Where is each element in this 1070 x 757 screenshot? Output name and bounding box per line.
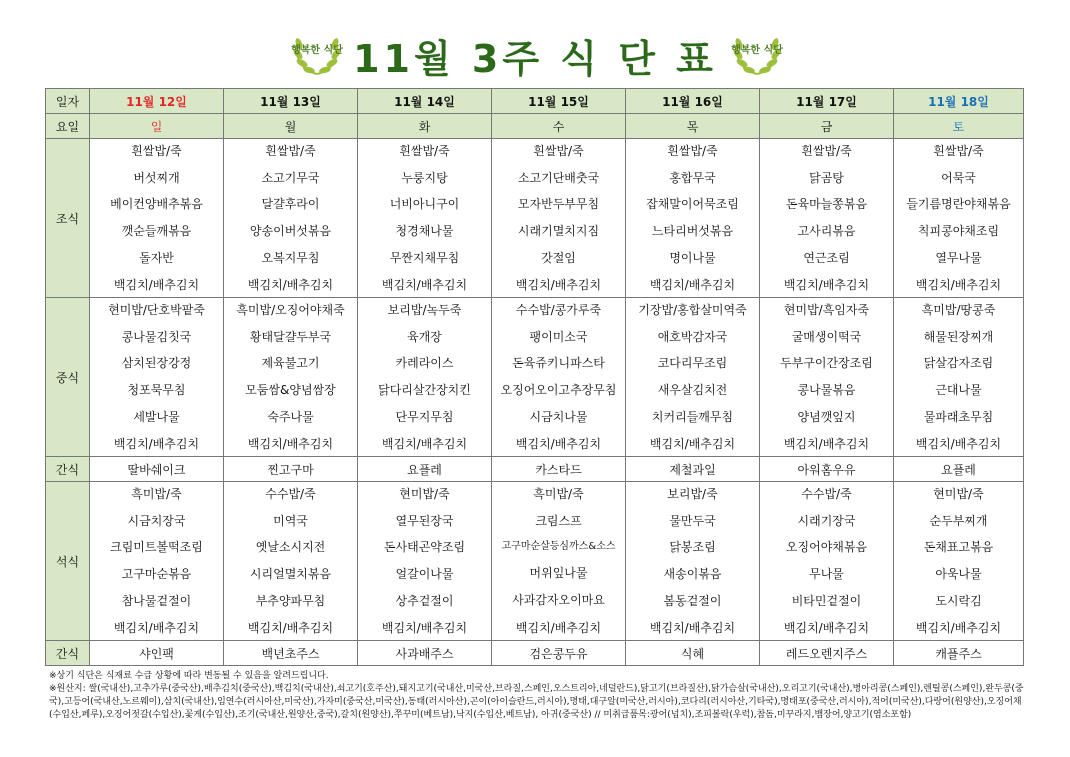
- weekday-cell: 수: [492, 114, 626, 139]
- menu-item: 제육불고기: [261, 356, 320, 371]
- menu-item: 카레라이스: [395, 356, 454, 371]
- menu-items: [626, 141, 759, 295]
- menu-items: [626, 484, 759, 638]
- menu-items: [224, 300, 357, 454]
- menu-items: [492, 484, 625, 638]
- menu-item: 고구마순살등심까스&소스: [501, 541, 616, 553]
- menu-item: 돈육마늘쫑볶음: [785, 197, 868, 212]
- menu-item: 양념깻잎지: [797, 409, 856, 424]
- snack1-cell: 요플레: [894, 457, 1024, 482]
- menu-item: 백김치/배추김치: [915, 436, 1002, 451]
- breakfast-cell: [492, 139, 626, 298]
- breakfast-cell: [224, 139, 358, 298]
- menu-item: 현미밥/죽: [933, 487, 984, 501]
- page-title: 11월 3주 식 단 표: [353, 37, 717, 81]
- menu-item: 청경채나물: [395, 224, 454, 239]
- menu-item: 아욱나물: [935, 567, 982, 582]
- menu-item: 단무지무침: [395, 409, 454, 424]
- menu-item: 백김치/배추김치: [515, 620, 602, 635]
- date-cell: 11월 14일: [358, 89, 492, 114]
- menu-item: 백김치/배추김치: [381, 620, 468, 635]
- menu-item: 흑미밥/땅콩죽: [921, 303, 996, 317]
- menu-item: 수수밥/죽: [265, 487, 316, 501]
- snack2-cell: 식혜: [626, 641, 760, 666]
- menu-item: 백김치/배추김치: [649, 436, 736, 451]
- menu-item: 흰쌀밥/죽: [131, 144, 182, 158]
- snack1-cell: 제철과일: [626, 457, 760, 482]
- breakfast-cell: [90, 139, 224, 298]
- menu-item: 돈채표고볶음: [923, 540, 994, 555]
- menu-item: 느타리버섯볶음: [651, 224, 734, 239]
- menu-item: 백김치/배추김치: [113, 436, 200, 451]
- menu-item: 돈육쥬키니파스타: [512, 356, 605, 371]
- menu-item: 어묵국: [941, 170, 976, 185]
- menu-item: 칙피콩야채조림: [917, 224, 1000, 239]
- menu-item: 두부구이간장조림: [780, 356, 873, 371]
- breakfast-label: 조식: [46, 139, 90, 298]
- snack2-cell: 캐플주스: [894, 641, 1024, 666]
- menu-item: 수수밥/죽: [801, 487, 852, 501]
- menu-item: 근대나물: [935, 383, 982, 398]
- menu-item: 고사리볶음: [797, 224, 856, 239]
- menu-item: 숙주나물: [267, 409, 314, 424]
- menu-item: 백김치/배추김치: [247, 436, 334, 451]
- menu-item: 크림스프: [535, 514, 582, 529]
- menu-item: 흰쌀밥/죽: [667, 144, 718, 158]
- snack1-cell: 카스타드: [492, 457, 626, 482]
- menu-item: 얼갈이나물: [395, 567, 454, 582]
- notes: [49, 670, 1029, 722]
- menu-item: 참나물겉절이: [121, 593, 192, 608]
- weekday-row: [46, 114, 1024, 139]
- snack2-cell: 레드오렌지주스: [760, 641, 894, 666]
- menu-item: 돌자반: [139, 250, 174, 265]
- menu-item: 백김치/배추김치: [783, 620, 870, 635]
- menu-item: 소고기단배춧국: [517, 170, 600, 185]
- menu-item: 돈사태곤약조림: [383, 540, 466, 555]
- menu-item: 현미밥/흑임자죽: [783, 303, 870, 317]
- menu-item: 잡채말이어묵조림: [646, 197, 739, 212]
- menu-item: 닭곰탕: [809, 170, 844, 185]
- dinner-cell: [760, 482, 894, 641]
- menu-item: 수수밥/콩가루죽: [515, 303, 602, 317]
- logo-right: [728, 22, 786, 80]
- dinner-cell: [224, 482, 358, 641]
- dinner-cell: [894, 482, 1024, 641]
- menu-item: 백김치/배추김치: [649, 277, 736, 292]
- dinner-cell: [358, 482, 492, 641]
- menu-item: 삼치된장강정: [121, 356, 192, 371]
- menu-item: 오징어야채볶음: [785, 540, 868, 555]
- weekday-cell: 월: [224, 114, 358, 139]
- breakfast-row: [46, 139, 1024, 298]
- menu-item: 소고기무국: [261, 170, 320, 185]
- menu-item: 콩나물김칫국: [121, 329, 192, 344]
- snack1-cell: 딸바쉐이크: [90, 457, 224, 482]
- menu-item: 모자반두부무침: [517, 197, 600, 212]
- note-line: ※상기 식단은 식재료 수급 상황에 따라 변동될 수 있음을 알려드립니다.: [49, 671, 329, 681]
- menu-item: 새송이볶음: [663, 567, 722, 582]
- lunch-row: [46, 298, 1024, 457]
- menu-item: 시금치나물: [529, 409, 588, 424]
- menu-item: 모둠쌈&양념쌈장: [245, 383, 336, 398]
- menu-item: 흑미밥/죽: [131, 487, 182, 501]
- menu-item: 시금치장국: [127, 513, 186, 528]
- menu-item: 물만두국: [669, 513, 716, 528]
- menu-item: 백김치/배추김치: [247, 277, 334, 292]
- menu-items: [894, 300, 1023, 454]
- menu-item: 보리밥/죽: [667, 487, 718, 501]
- dinner-cell: [492, 482, 626, 641]
- menu-item: 고구마순볶음: [121, 567, 192, 582]
- weekday-cell: 금: [760, 114, 894, 139]
- menu-item: 열무된장국: [395, 513, 454, 528]
- menu-item: 백김치/배추김치: [783, 277, 870, 292]
- menu-item: 연근조림: [803, 250, 850, 265]
- weekday-cell: 목: [626, 114, 760, 139]
- dinner-cell: [90, 482, 224, 641]
- menu-item: 백김치/배추김치: [515, 436, 602, 451]
- menu-table: [45, 88, 1024, 666]
- note-line: ※원산지: 쌀(국내산),고추가루(중국산),배추김치(중국산),백김치(국내산),쇠고기(호주산),돼지고기(국내산,미국산,브라질,스페인,오스트리아,네덜란드),닭고기(브라질산),닭가슴살(국내산),오리고기(국내산),병아리콩(스페인),렌틸콩(스페인),완두콩(중국),고등어(국내산,노르웨이),삼치(국내산),임연수(러시아산,미국산),가자미(중국산,미국산),동태(러시아산),곤이(아이슬란드,러시아),명태,대구알(미국산,러시아),코다리(러시아산,기타국),명태포(중국산,러시아),적어(미국산),다랑어(원양산),오징어채(수입산,페루),오징어젓갈(수입산),꽃게(수입산),조기(국내산,원양산,중국),갈치(원양산),쭈꾸미(베트남),낙지(수입산,베트남), 아귀(중국산) // 미취급품목:광어(넙치),조피볼락(우럭),참돔,미꾸라지,뱀장어,양고기(염소포함): [49, 684, 1024, 720]
- date-row: [46, 89, 1024, 114]
- menu-item: 머위잎나물: [529, 566, 588, 581]
- weekday-label: 요일: [46, 114, 90, 139]
- snack2-cell: 샤인팩: [90, 641, 224, 666]
- lunch-cell: [760, 298, 894, 457]
- menu-items: [224, 141, 357, 295]
- lunch-label: 중식: [46, 298, 90, 457]
- menu-item: 새우살김치전: [657, 383, 728, 398]
- menu-item: 청포묵무침: [127, 383, 186, 398]
- menu-item: 백김치/배추김치: [113, 277, 200, 292]
- menu-items: [492, 300, 625, 454]
- header: [0, 0, 1070, 88]
- menu-items: [358, 484, 491, 638]
- date-cell: 11월 15일: [492, 89, 626, 114]
- snack2-cell: 검은콩두유: [492, 641, 626, 666]
- menu-item: 현미밥/단호박팥죽: [108, 303, 205, 317]
- menu-item: 황태달걀두부국: [249, 329, 332, 344]
- menu-item: 시리얼멸치볶음: [249, 567, 332, 582]
- menu-item: 양송이버섯볶음: [249, 224, 332, 239]
- menu-item: 순두부찌개: [929, 513, 988, 528]
- menu-items: [894, 484, 1023, 638]
- lunch-cell: [358, 298, 492, 457]
- menu-item: 미역국: [273, 513, 308, 528]
- menu-items: [760, 141, 893, 295]
- menu-item: 누룽지탕: [401, 170, 448, 185]
- menu-item: 달걀후라이: [261, 197, 320, 212]
- snack1-cell: 요플레: [358, 457, 492, 482]
- snack1-label: 간식: [46, 457, 90, 482]
- weekday-cell: 일: [90, 114, 224, 139]
- menu-item: 갓절임: [541, 250, 576, 265]
- menu-item: 보리밥/녹두죽: [387, 303, 462, 317]
- weekday-cell: 화: [358, 114, 492, 139]
- date-cell: 11월 12일: [90, 89, 224, 114]
- menu-item: 흑미밥/죽: [533, 487, 584, 501]
- menu-item: 버섯찌개: [133, 170, 180, 185]
- menu-item: 무짠지채무침: [389, 250, 460, 265]
- menu-items: [90, 300, 223, 454]
- menu-item: 육개장: [407, 329, 442, 344]
- lunch-cell: [224, 298, 358, 457]
- weekday-cell: 토: [894, 114, 1024, 139]
- date-label: 일자: [46, 89, 90, 114]
- menu-item: 상추겉절이: [395, 593, 454, 608]
- menu-item: 백김치/배추김치: [783, 436, 870, 451]
- menu-item: 백김치/배추김치: [381, 436, 468, 451]
- snack2-cell: 사과배주스: [358, 641, 492, 666]
- logo-text: 행복한 식단: [291, 44, 343, 56]
- logo-text: 행복한 식단: [731, 44, 783, 56]
- menu-item: 너비아니구이: [389, 197, 460, 212]
- menu-item: 기장밥/홍합살미역죽: [638, 303, 747, 317]
- dinner-row: [46, 482, 1024, 641]
- menu-item: 애호박감자국: [657, 329, 728, 344]
- menu-item: 백김치/배추김치: [113, 620, 200, 635]
- menu-item: 열무나물: [935, 250, 982, 265]
- breakfast-cell: [894, 139, 1024, 298]
- menu-item: 흰쌀밥/죽: [533, 144, 584, 158]
- snack2-cell: 백년초주스: [224, 641, 358, 666]
- menu-item: 크림미트볼떡조림: [110, 540, 203, 555]
- menu-item: 명이나물: [669, 250, 716, 265]
- menu-item: 흰쌀밥/죽: [265, 144, 316, 158]
- menu-item: 오복지무침: [261, 250, 320, 265]
- menu-item: 세발나물: [133, 409, 180, 424]
- lunch-cell: [626, 298, 760, 457]
- menu-items: [760, 484, 893, 638]
- snack2-label: 간식: [46, 641, 90, 666]
- menu-item: 시래기장국: [797, 513, 856, 528]
- menu-item: 백김치/배추김치: [381, 277, 468, 292]
- menu-item: 굴매생이떡국: [791, 329, 862, 344]
- menu-item: 흰쌀밥/죽: [399, 144, 450, 158]
- menu-item: 해물된장찌개: [923, 329, 994, 344]
- dinner-label: 석식: [46, 482, 90, 641]
- lunch-cell: [90, 298, 224, 457]
- menu-item: 오징어오이고추장무침: [500, 383, 617, 398]
- menu-items: [358, 300, 491, 454]
- menu-item: 사과감자오이마요: [512, 593, 605, 608]
- snack2-row: [46, 641, 1024, 666]
- menu-item: 팽이미소국: [529, 329, 588, 344]
- menu-item: 백김치/배추김치: [649, 620, 736, 635]
- menu-item: 부추양파무침: [255, 593, 326, 608]
- date-cell: 11월 17일: [760, 89, 894, 114]
- menu-item: 백김치/배추김치: [515, 277, 602, 292]
- menu-items: [626, 300, 759, 454]
- date-cell: 11월 13일: [224, 89, 358, 114]
- menu-items: [90, 141, 223, 295]
- menu-item: 닭다리살간장치킨: [378, 383, 471, 398]
- menu-item: 콩나물볶음: [797, 383, 856, 398]
- menu-items: [90, 484, 223, 638]
- menu-item: 옛날소시지전: [255, 540, 326, 555]
- lunch-cell: [894, 298, 1024, 457]
- snack1-cell: 찐고구마: [224, 457, 358, 482]
- menu-items: [224, 484, 357, 638]
- menu-item: 백김치/배추김치: [247, 620, 334, 635]
- snack1-row: [46, 457, 1024, 482]
- breakfast-cell: [626, 139, 760, 298]
- menu-item: 코다리무조림: [657, 356, 728, 371]
- menu-item: 무나물: [809, 567, 844, 582]
- menu-item: 백김치/배추김치: [915, 277, 1002, 292]
- menu-item: 물파래초무침: [923, 409, 994, 424]
- menu-item: 백김치/배추김치: [915, 620, 1002, 635]
- menu-items: [358, 141, 491, 295]
- menu-items: [894, 141, 1023, 295]
- lunch-cell: [492, 298, 626, 457]
- breakfast-cell: [760, 139, 894, 298]
- menu-item: 현미밥/죽: [399, 487, 450, 501]
- menu-item: 베이컨양배추볶음: [110, 197, 203, 212]
- menu-item: 흰쌀밥/죽: [801, 144, 852, 158]
- menu-item: 홍합무국: [669, 170, 716, 185]
- menu-items: [492, 141, 625, 295]
- dinner-cell: [626, 482, 760, 641]
- date-cell: 11월 16일: [626, 89, 760, 114]
- menu-item: 흰쌀밥/죽: [933, 144, 984, 158]
- menu-item: 비타민겉절이: [791, 593, 862, 608]
- snack1-cell: 아워홈우유: [760, 457, 894, 482]
- menu-item: 치커리들깨무침: [651, 409, 734, 424]
- menu-item: 닭봉조림: [669, 540, 716, 555]
- menu-items: [760, 300, 893, 454]
- menu-item: 닭살감자조림: [923, 356, 994, 371]
- menu-item: 시래기멸치지짐: [517, 224, 600, 239]
- menu-item: 깻순들깨볶음: [121, 224, 192, 239]
- date-cell: 11월 18일: [894, 89, 1024, 114]
- menu-item: 봄동겉절이: [663, 593, 722, 608]
- menu-item: 들기름명란야채볶음: [906, 197, 1011, 212]
- breakfast-cell: [358, 139, 492, 298]
- menu-item: 도시락김: [935, 593, 982, 608]
- menu-item: 흑미밥/오징어야채죽: [236, 303, 345, 317]
